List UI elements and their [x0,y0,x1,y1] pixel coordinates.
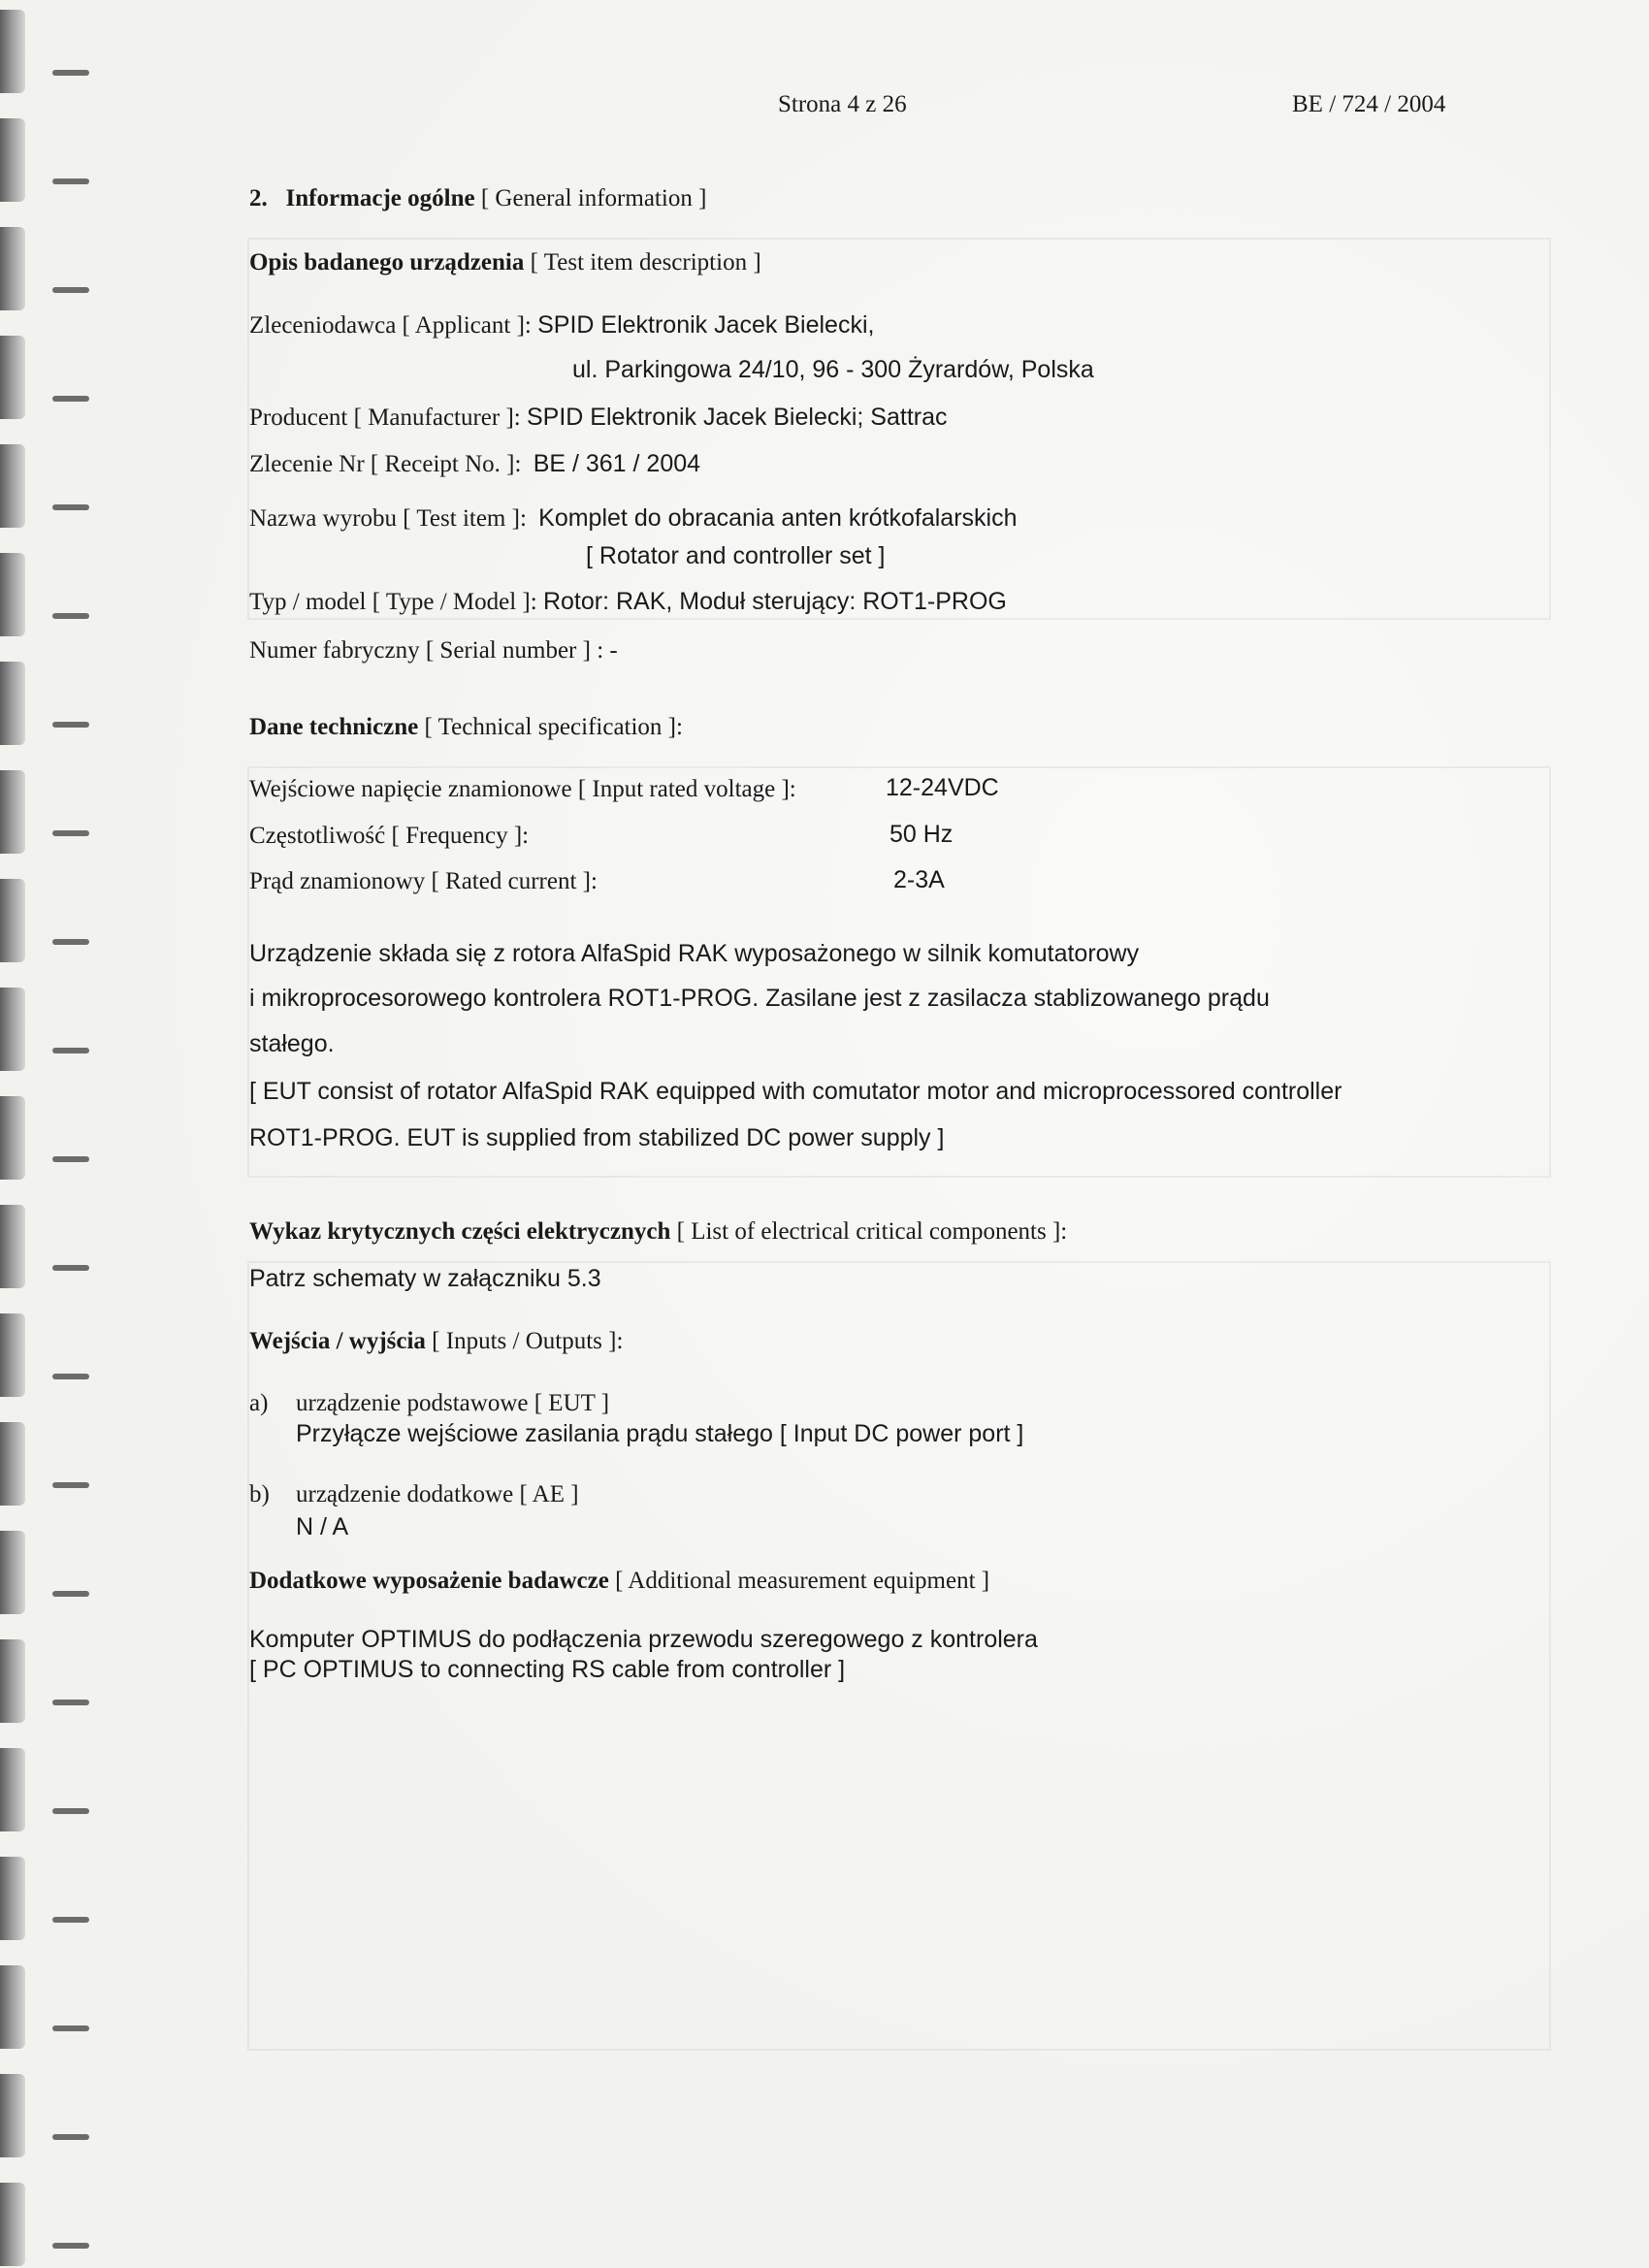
critical-components-heading [249,1217,1067,1247]
additional-equipment-title: Dodatkowe wyposażenie badawcze [249,1568,609,1594]
binding-coil [0,1096,25,1180]
type-model-row [249,587,1007,617]
binding-coil [0,1748,25,1831]
receipt-label: Zlecenie Nr [ Receipt No. ]: [249,451,522,477]
binding-hole [52,1808,89,1814]
binding-hole [52,1917,89,1923]
binding-coil [0,879,25,962]
binding-coil [0,227,25,310]
binding-coil [0,118,25,202]
critical-components-title: Wykaz krytycznych części elektrycznych [249,1218,671,1245]
critical-components-value: Patrz schematy w załączniku 5.3 [249,1265,601,1292]
additional-equipment-line-1: Komputer OPTIMUS do podłączenia przewodu szeregowego z kontrolera [249,1626,1038,1653]
binding-hole [52,1700,89,1705]
receipt-value: BE / 361 / 2004 [533,450,701,477]
type-model-label: Typ / model [ Type / Model ]: [249,589,537,615]
test-item-value: Komplet do obracania anten krótkofalarskich [538,504,1018,532]
binding-coil [0,10,25,93]
applicant-label: Zleceniodawca [ Applicant ]: [249,312,532,339]
binding-hole [52,287,89,293]
binding-hole [52,722,89,728]
test-item-row [249,503,1018,534]
type-model-value: Rotor: RAK, Moduł sterujący: ROT1-PROG [542,588,1007,615]
binding-hole [52,613,89,619]
manufacturer-label: Producent [ Manufacturer ]: [249,405,521,431]
binding-coil [0,2183,25,2266]
description-en-line-2: ROT1-PROG. EUT is supplied from stabilized DC power supply ] [249,1124,945,1151]
item-description-title-en: [ Test item description ] [530,249,761,275]
binding-coil [0,1639,25,1723]
applicant-value: SPID Elektronik Jacek Bielecki, [537,311,875,339]
tech-spec-heading [249,713,683,742]
binding-hole [52,2025,89,2031]
item-description-title: Opis badanego urządzenia [249,249,525,275]
document-number: BE / 724 / 2004 [1292,91,1446,117]
binding-hole [52,70,89,76]
io-item-b-label: urządzenie dodatkowe [ AE ] [296,1481,579,1507]
binding-hole [52,1265,89,1271]
spec-frequency-label: Częstotliwość [ Frequency ]: [249,823,530,849]
additional-equipment-heading [249,1567,989,1596]
test-item-label: Nazwa wyrobu [ Test item ]: [249,505,527,532]
binding-hole [52,939,89,945]
spiral-binding [0,0,107,2268]
binding-hole [52,2134,89,2140]
spec-current-label: Prąd znamionowy [ Rated current ]: [249,868,598,894]
binding-hole [52,178,89,184]
binding-coil [0,1313,25,1397]
binding-hole [52,504,89,510]
manufacturer-value: SPID Elektronik Jacek Bielecki; Sattrac [527,404,948,431]
description-en-line-1: [ EUT consist of rotator AlfaSpid RAK equipped with comutator motor and microprocessored controller [249,1078,1342,1105]
applicant-row [249,310,874,340]
io-title-en: [ Inputs / Outputs ]: [432,1328,624,1354]
manufacturer-row [249,403,948,433]
section-title-en: [ General information ] [480,185,707,211]
io-item-a-value: Przyłącze wejściowe zasilania prądu stałego [ Input DC power port ] [296,1420,1024,1447]
binding-coil [0,1422,25,1506]
description-pl-line-2: i mikroprocesorowego kontrolera ROT1-PROG. Zasilane jest z zasilacza stablizowanego prądu [249,985,1270,1012]
binding-hole [52,830,89,836]
binding-coil [0,770,25,854]
additional-equipment-line-2: [ PC OPTIMUS to connecting RS cable from controller ] [249,1656,846,1683]
binding-coil [0,1531,25,1614]
additional-equipment-title-en: [ Additional measurement equipment ] [615,1568,990,1594]
binding-hole [52,1048,89,1053]
tech-spec-title-en: [ Technical specification ]: [424,714,683,740]
binding-coil [0,988,25,1071]
section-number: 2. [249,185,268,211]
spec-voltage-label: Wejściowe napięcie znamionowe [ Input rated voltage ]: [249,776,796,802]
item-description-heading [249,248,761,277]
tech-spec-title: Dane techniczne [249,714,419,740]
page-number: Strona 4 z 26 [778,91,907,117]
binding-hole [52,396,89,402]
binding-coil [0,662,25,745]
binding-hole [52,2243,89,2249]
binding-hole [52,1482,89,1488]
section-heading [249,184,706,213]
spec-frequency-value: 50 Hz [889,821,954,848]
binding-coil [0,553,25,636]
binding-coil [0,336,25,419]
serial-number: Numer fabryczny [ Serial number ] : - [249,637,618,664]
spec-voltage-value: 12-24VDC [886,774,999,801]
binding-hole [52,1156,89,1162]
io-item-b-letter: b) [249,1481,270,1507]
binding-coil [0,2074,25,2157]
binding-hole [52,1374,89,1379]
io-title: Wejścia / wyjścia [249,1328,426,1354]
test-item-value-en: [ Rotator and controller set ] [586,542,886,569]
description-pl-line-3: stałego. [249,1030,335,1057]
binding-hole [52,1591,89,1597]
binding-coil [0,444,25,528]
receipt-row [249,449,700,479]
io-item-a-letter: a) [249,1390,269,1416]
io-item-b-value: N / A [296,1513,349,1540]
binding-coil [0,1205,25,1288]
description-pl-line-1: Urządzenie składa się z rotora AlfaSpid RAK wyposażonego w silnik komutatorowy [249,940,1140,967]
binding-coil [0,1965,25,2049]
critical-components-title-en: [ List of electrical critical components ]: [676,1218,1068,1245]
io-heading [249,1327,623,1356]
binding-coil [0,1857,25,1940]
spec-current-value: 2-3A [893,866,945,893]
section-title: Informacje ogólne [285,185,475,211]
io-item-a-label: urządzenie podstawowe [ EUT ] [296,1390,610,1416]
applicant-address: ul. Parkingowa 24/10, 96 - 300 Żyrardów, Polska [572,356,1094,383]
